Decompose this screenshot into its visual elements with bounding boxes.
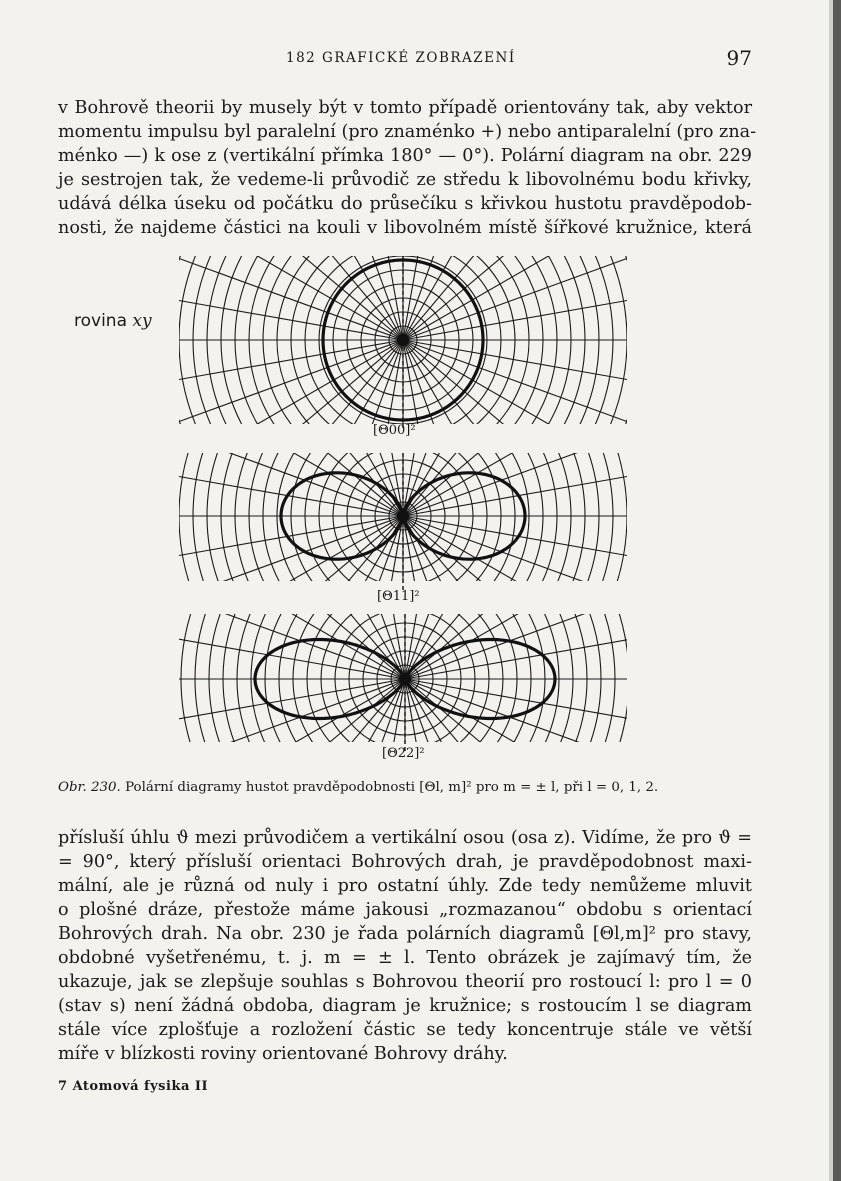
signature-mark: 7 Atomová fysika II bbox=[58, 1079, 209, 1094]
radial-line bbox=[175, 516, 403, 776]
text-line: udává délka úseku od počátku do průsečíku s křivkou hustotu pravděpodob- bbox=[58, 194, 752, 214]
text-line: míře v blízkosti roviny orientované Bohrovy dráhy. bbox=[58, 1044, 508, 1064]
radial-line bbox=[403, 256, 472, 516]
grid-circle bbox=[175, 256, 635, 620]
paragraph-1 bbox=[58, 96, 757, 240]
radial-line bbox=[175, 340, 403, 597]
radial-line bbox=[334, 256, 403, 516]
text-line: Bohrových drah. Na obr. 230 je řada polárních diagramů [Θl,m]² pro stavy, bbox=[58, 924, 752, 944]
caption-prefix: Obr. 230. bbox=[58, 780, 121, 795]
radial-line bbox=[405, 333, 605, 679]
radial-line bbox=[403, 516, 635, 585]
radial-line bbox=[175, 373, 405, 679]
radial-line bbox=[205, 679, 405, 776]
figure-caption bbox=[58, 780, 758, 795]
running-title: 182 GRAFICKÉ ZOBRAZENÍ bbox=[286, 50, 516, 66]
text-line: mální, ale je různá od nuly i pro ostatní úhly. Zde tedy nemůžeme mluvit bbox=[58, 876, 752, 896]
radial-line bbox=[203, 256, 403, 340]
text-line: obdobné vyšetřenému, t. j. m = ± l. Tento obrázek je zajímavý tím, že bbox=[58, 948, 752, 968]
text-line: je sestrojen tak, že vedeme-li průvodič ze středu k libovolnému bodu křivky, bbox=[58, 170, 752, 190]
paragraph-2 bbox=[58, 826, 752, 1066]
radial-line bbox=[403, 516, 635, 716]
text-line: (stav s) není žádná obdoba, diagram je kružnice; s rostoucím l se diagram bbox=[58, 996, 752, 1016]
caption-text: Polární diagramy hustot pravděpodobnosti [Θl, m]² pro m = ± l, při l = 0, 1, 2. bbox=[125, 780, 659, 795]
page-edge-light bbox=[829, 0, 833, 1181]
grid-circle bbox=[175, 256, 635, 634]
text-line: ménko —) k ose z (vertikální přímka 180° — 0°). Polární diagram na obr. 229 bbox=[58, 146, 752, 166]
radial-line bbox=[405, 679, 605, 776]
text-line: přísluší úhlu ϑ mezi průvodičem a vertikální osou (osa z). Vidíme, že pro ϑ = bbox=[58, 828, 752, 848]
radial-line bbox=[403, 256, 635, 516]
text-line: o plošné dráze, přestože máme jakousi „rozmazanou“ obdobu s orientací bbox=[58, 900, 752, 920]
radial-line bbox=[203, 340, 403, 686]
text-line: nosti, že najdeme částici na kouli v libovolném místě šířkové kružnice, která bbox=[58, 218, 752, 238]
radial-line bbox=[403, 447, 635, 516]
page-number: 97 bbox=[726, 46, 752, 70]
diagram-label-11: [Θ11]² bbox=[377, 589, 420, 604]
diagram-label-00: [Θ00]² bbox=[373, 423, 416, 438]
radial-line bbox=[403, 256, 603, 340]
diagram-label-22: [Θ22]² bbox=[382, 746, 425, 761]
plane-label-var: xy bbox=[132, 311, 152, 331]
radial-line bbox=[175, 259, 403, 516]
text-line: momentu impulsu byl paralelní (pro znaménko +) nebo antiparalelní (pro zna- bbox=[58, 122, 757, 142]
radial-line bbox=[268, 303, 405, 679]
text-line: ukazuje, jak se zlepšuje souhlas s Bohrovou theorií pro rostoucí l: pro l = 0 bbox=[58, 972, 752, 992]
page-header bbox=[60, 46, 760, 70]
radial-line bbox=[403, 256, 603, 516]
radial-line bbox=[203, 256, 403, 516]
page-edge-shadow bbox=[833, 0, 841, 1181]
radial-line bbox=[403, 271, 635, 340]
radial-line bbox=[403, 516, 635, 776]
text-line: = 90°, který přísluší orientaci Bohrových drah, je pravděpodobnost maxi- bbox=[58, 852, 752, 872]
plane-label-word: rovina bbox=[74, 311, 127, 331]
radial-line bbox=[403, 340, 603, 686]
text-line: stále více zplošťuje a rozložení částic se tedy koncentruje stále ve větší bbox=[58, 1020, 752, 1040]
polar-diagrams-figure bbox=[175, 256, 635, 776]
plane-label bbox=[74, 311, 152, 331]
radial-line bbox=[405, 373, 635, 679]
text-line: v Bohrově theorii by musely být v tomto případě orientovány tak, aby vektor bbox=[58, 98, 752, 118]
radial-line bbox=[403, 340, 635, 409]
